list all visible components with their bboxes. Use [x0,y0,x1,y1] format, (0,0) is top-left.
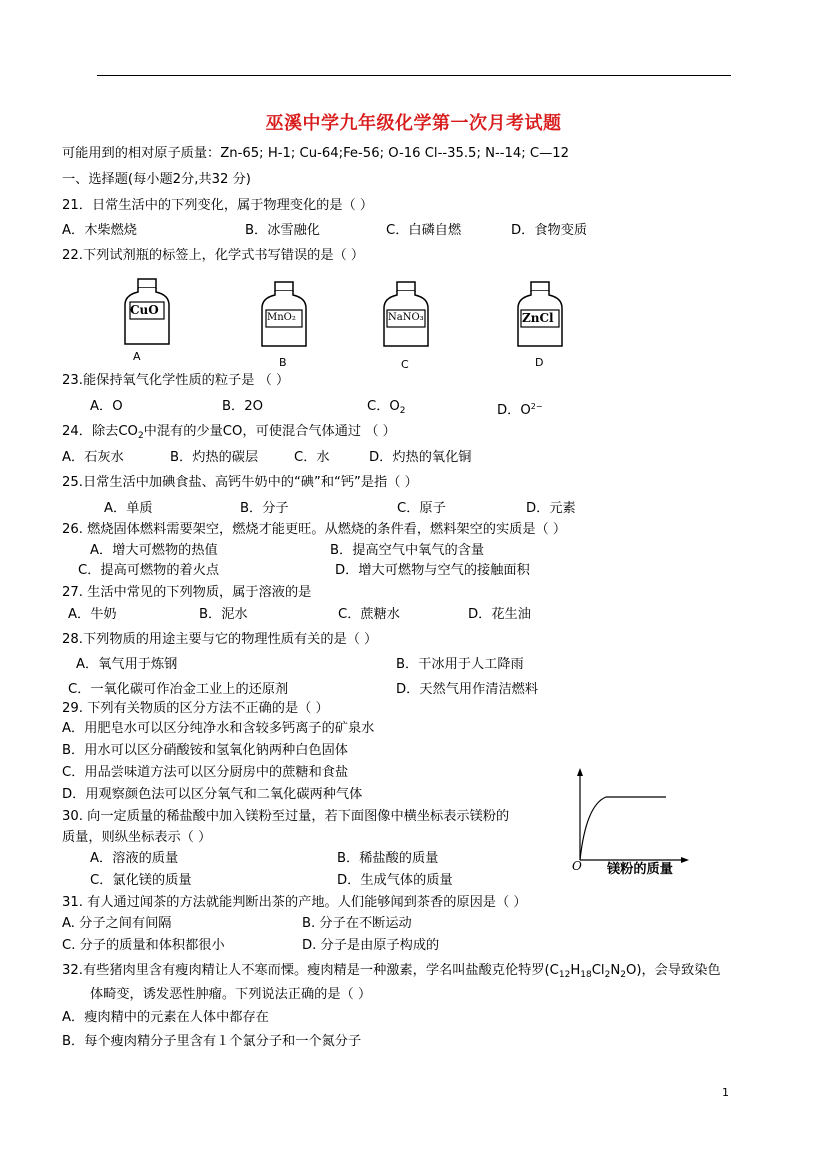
q23-option-b: B．2O [222,399,264,414]
page-number: 1 [722,1086,729,1099]
bottle-d-letter: D [535,356,544,369]
q28-option-c: C．一氧化碳可作冶金工业上的还原剂 [68,682,289,697]
q28-option-b: B．干冰用于人工降雨 [396,657,524,672]
q29-option-b: B．用水可以区分硝酸铵和氢氧化钠两种白色固体 [62,743,348,758]
q27-option-d: D．花生油 [468,607,531,622]
graph-origin-label: O [572,859,582,873]
q26-option-a: A．增大可燃物的热值 [90,543,218,558]
q29-option-c: C．用品尝味道方法可以区分厨房中的蔗糖和食盐 [62,765,349,780]
q30-stem-line1: 30. 向一定质量的稀盐酸中加入镁粉至过量，若下面图像中横坐标表示镁粉的 [62,809,510,824]
q29-option-a: A．用肥皂水可以区分纯净水和含较多钙离子的矿泉水 [62,721,375,736]
q30-option-c: C．氯化镁的质量 [90,873,192,888]
q24-option-b: B．灼热的碳层 [170,450,259,465]
section-heading: 一、选择题(每小题2分,共32 分) [62,172,251,187]
q27-option-c: C．蔗糖水 [338,607,400,622]
bottle-b-label: MnO₂ [267,312,296,323]
q27-stem: 27. 生活中常见的下列物质，属于溶液的是 [62,585,312,600]
q28-option-a: A．氧气用于炼钢 [76,657,178,672]
q21-stem: 21．日常生活中的下列变化，属于物理变化的是（ ） [62,198,374,213]
q25-stem: 25.日常生活中加碘食盐、高钙牛奶中的“碘”和“钙”是指（ ） [62,475,418,490]
bottle-c-label: NaNO₃ [388,312,424,323]
q25-option-a: A．单质 [104,501,153,516]
q23-option-a: A．O [90,399,123,414]
bottle-d-label: ZnCl [522,311,554,325]
q26-option-d: D．增大可燃物与空气的接触面积 [335,563,530,578]
atomic-masses: 可能用到的相对原子质量：Zn-65; H-1; Cu-64;Fe-56; O-16 Cl--35.5; N--14; C—12 [62,146,570,161]
q31-option-d: D. 分子是由原子构成的 [302,938,440,953]
q28-option-d: D．天然气用作清洁燃料 [396,682,539,697]
q31-option-c: C. 分子的质量和体积都很小 [62,938,225,953]
q32-stem-line2: 体畸变，诱发恶性肿瘤。下列说法正确的是（ ） [90,987,372,1002]
graph-x-arrow-icon [681,857,689,863]
q30-option-b: B．稀盐酸的质量 [337,851,439,866]
q21-option-d: D．食物变质 [511,223,588,238]
q21-option-a: A．木柴燃烧 [62,223,137,238]
q31-option-b: B. 分子在不断运动 [302,916,412,931]
q31-option-a: A. 分子之间有间隔 [62,916,172,931]
q23-stem: 23.能保持氧气化学性质的粒子是 （ ） [62,373,290,388]
q23-option-c: C．$O_2$ [367,399,406,416]
bottle-a-letter: A [133,350,141,363]
q24-option-d: D．灼热的氧化铜 [369,450,472,465]
q28-stem: 28.下列物质的用途主要与它的物理性质有关的是（ ） [62,632,378,647]
q24-option-a: A．石灰水 [62,450,124,465]
graph-y-arrow-icon [577,768,583,776]
q30-option-a: A．溶液的质量 [90,851,179,866]
q29-stem: 29. 下列有关物质的区分方法不正确的是（ ） [62,701,329,716]
q26-option-c: C．提高可燃物的着火点 [78,563,220,578]
q26-option-b: B．提高空气中氧气的含量 [330,543,485,558]
q27-option-b: B．泥水 [199,607,248,622]
q27-option-a: A．牛奶 [68,607,117,622]
q30-option-d: D．生成气体的质量 [337,873,453,888]
q29-option-d: D．用观察颜色法可以区分氧气和二氧化碳两种气体 [62,787,363,802]
q23-option-d: D．$O^{2-}$ [497,402,543,418]
graph-curve [580,797,666,860]
q24-stem: 24．除去$CO_2$中混有的少量CO，可使混合气体通过 （ ） [62,424,396,441]
q30-stem-line2: 质量，则纵坐标表示（ ） [62,830,212,845]
graph-x-label: 镁粉的质量 [607,862,673,877]
header-rule [97,75,731,76]
q32-option-b: B．每个瘦肉精分子里含有１个氯分子和一个氮分子 [62,1034,362,1049]
q25-option-b: B．分子 [240,501,289,516]
q32-option-a: A．瘦肉精中的元素在人体中都存在 [62,1010,269,1025]
q24-option-c: C．水 [294,450,330,465]
q25-option-c: C．原子 [397,501,446,516]
q26-stem: 26. 燃烧固体燃料需要架空，燃烧才能更旺。从燃烧的条件看，燃料架空的实质是（ ） [62,522,567,537]
q22-stem: 22.下列试剂瓶的标签上，化学式书写错误的是（ ） [62,248,365,263]
q21-option-c: C．白磷自燃 [386,223,462,238]
page-title: 巫溪中学九年级化学第一次月考试题 [265,113,562,134]
q21-option-b: B．冰雪融化 [245,223,320,238]
bottle-b-letter: B [279,356,287,369]
bottle-a-label: CuO [130,303,159,317]
q31-stem: 31. 有人通过闻茶的方法就能判断出茶的产地。人们能够闻到茶香的原因是（ ） [62,895,527,910]
q25-option-d: D．元素 [526,501,576,516]
bottle-c-letter: C [401,358,409,371]
q32-stem-line1: 32.有些猪肉里含有瘦肉精让人不寒而慄。瘦肉精是一种激素，学名叫盐酸克伦特罗$(C_{12}H_{18}Cl_2N_2O)$，会导致染色 [62,963,721,980]
